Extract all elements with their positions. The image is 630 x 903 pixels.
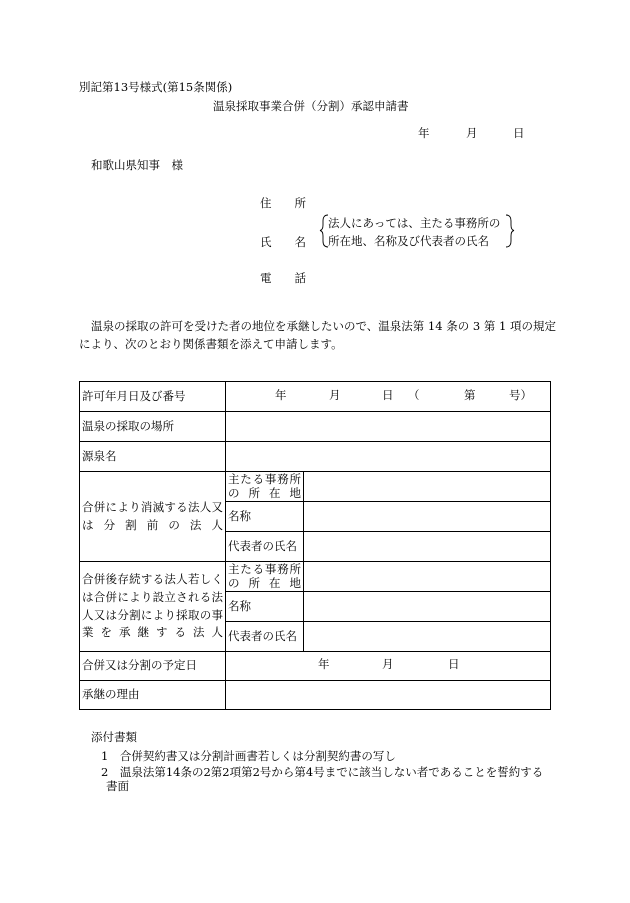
row-source	[80, 442, 551, 472]
dissolved-label: 合併により消滅する法人又は分割前の法人	[80, 472, 226, 562]
permit-year: 年	[275, 387, 287, 402]
attachments-heading: 添付書類	[91, 730, 137, 744]
row-place	[80, 412, 551, 442]
scheduled-year: 年	[318, 657, 330, 671]
row-scheduled	[80, 652, 551, 681]
row-reason	[80, 681, 551, 710]
successor-office-value[interactable]	[304, 562, 551, 592]
permit-month: 月	[329, 387, 341, 402]
row-successor-office	[80, 562, 551, 592]
row-permit	[80, 382, 551, 412]
successor-office-label: 主たる事務所の所在地	[226, 562, 304, 592]
document-title: 温泉採取事業合併（分割）承認申請書	[213, 99, 409, 113]
successor-rep-label: 代表者の氏名	[226, 622, 304, 652]
dissolved-rep-label: 代表者の氏名	[226, 532, 304, 562]
addressee: 和歌山県知事 様	[91, 158, 183, 172]
scheduled-day: 日	[448, 657, 460, 671]
successor-label: 合併後存続する法人若しくは合併により設立される法人又は分割により採取の事業を承継する法人	[80, 562, 226, 652]
name-label: 氏 名	[260, 235, 306, 249]
reason-value[interactable]	[226, 681, 551, 710]
phone-label: 電 話	[260, 271, 306, 285]
scheduled-value[interactable]	[226, 652, 551, 681]
permit-day: 日	[382, 387, 394, 402]
successor-rep-value[interactable]	[304, 622, 551, 652]
reason-label: 承継の理由	[80, 681, 226, 710]
dissolved-office-label: 主たる事務所の所在地	[226, 472, 304, 502]
attachment-item-1: 1 合併契約書又は分割計画書若しくは分割契約書の写し	[101, 749, 396, 763]
permit-value[interactable]	[226, 382, 551, 412]
row-dissolved-office	[80, 472, 551, 502]
successor-name-label: 名称	[226, 592, 304, 622]
date-month: 月	[466, 126, 478, 140]
scheduled-label: 合併又は分割の予定日	[80, 652, 226, 681]
name-note-line2: 所在地、名称及び代表者の氏名	[328, 234, 489, 248]
permit-number-suffix: 号）	[509, 387, 532, 402]
attachment-item-2-line2: 書面	[106, 779, 129, 793]
place-value[interactable]	[226, 412, 551, 442]
dissolved-name-value[interactable]	[304, 502, 551, 532]
body-line1: 温泉の採取の許可を受けた者の地位を承継したいので、温泉法第 14 条の 3 第 1 項の規定	[91, 319, 556, 333]
application-table	[79, 381, 551, 710]
place-label: 温泉の採取の場所	[80, 412, 226, 442]
permit-label: 許可年月日及び番号	[80, 382, 226, 412]
dissolved-name-label: 名称	[226, 502, 304, 532]
dissolved-office-value[interactable]	[304, 472, 551, 502]
date-day: 日	[513, 126, 525, 140]
successor-name-value[interactable]	[304, 592, 551, 622]
scheduled-month: 月	[382, 657, 394, 671]
date-year: 年	[418, 126, 430, 140]
name-note-line1: 法人にあっては、主たる事務所の	[328, 216, 501, 230]
permit-number-prefix: 第	[464, 387, 476, 402]
source-value[interactable]	[226, 442, 551, 472]
dissolved-rep-value[interactable]	[304, 532, 551, 562]
form-number: 別記第13号様式(第15条関係)	[79, 80, 233, 94]
body-line2: により、次のとおり関係書類を添えて申請します。	[79, 337, 343, 351]
permit-paren-open: （	[408, 387, 420, 402]
source-label: 源泉名	[80, 442, 226, 472]
attachment-item-2-line1: 2 温泉法第14条の2第2項第2号から第4号までに該当しない者であることを誓約する	[101, 765, 544, 779]
address-label: 住 所	[260, 196, 306, 210]
